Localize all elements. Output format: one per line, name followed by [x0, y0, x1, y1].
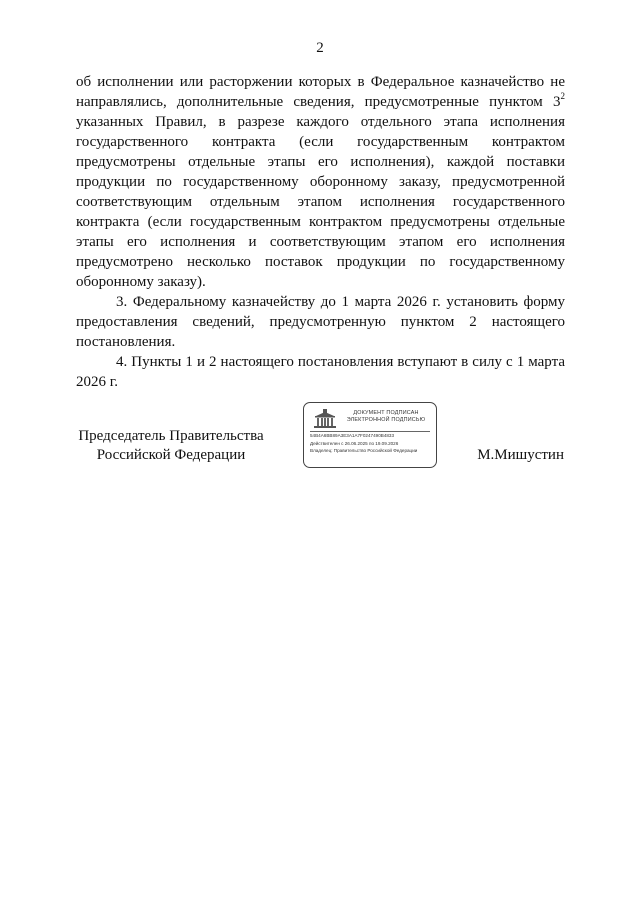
stamp-header-line: ЭЛЕКТРОННОЙ ПОДПИСЬЮ: [346, 417, 426, 423]
stamp-certificate: 54B4A6BB89A3E3A1A7F0247490B4833: [310, 433, 395, 438]
stamp-header-line: ДОКУМЕНТ ПОДПИСАН: [353, 410, 419, 416]
paragraph-item-4: 4. Пункты 1 и 2 настоящего постановления вступают в силу с 1 марта 2026 г.: [76, 354, 565, 390]
signer-name: М.Мишустин: [477, 447, 564, 463]
electronic-signature-stamp: [303, 402, 437, 468]
superscript: 2: [560, 91, 565, 101]
government-building-emblem-icon: [312, 408, 338, 430]
signer-title: [76, 427, 266, 465]
stamp-divider: [310, 431, 430, 432]
paragraph-text: об исполнении или расторжении которых в Федеральное казначейство не направлялись, дополнительные сведения, предусмотренные пунктом 3: [76, 74, 565, 110]
document-body: [76, 72, 565, 392]
stamp-owner: Владелец: Правительство Российской Федерации: [310, 448, 418, 453]
signature-block: [0, 402, 640, 472]
stamp-header: [340, 410, 432, 424]
signer-title-line: Председатель Правительства: [78, 428, 264, 444]
stamp-validity: Действителен с 26.06.2025 по 19.09.2026: [310, 441, 399, 446]
paragraph-continuation: [76, 72, 565, 292]
paragraph-text: указанных Правил, в разрезе каждого отдельного этапа исполнения государственного контракта (если государственным контрактом предусмотрены отдельные этапы его исполнения), каждой поставки продукции по государственному оборонному заказу, предусмотренной соответствующим отдельным этапом исполнения государственного контракта (если государственным контрактом предусмотрены отдельные этапы его исполнения и соответствующим этапом его исполнения предусмотрено несколько поставок продукции по государственному оборонному заказу).: [76, 114, 565, 290]
signer-title-line: Российской Федерации: [96, 447, 246, 463]
paragraph-item-3: 3. Федеральному казначейству до 1 марта 2026 г. установить форму предоставления сведений, предусмотренную пунктом 2 настоящего постановления.: [76, 294, 565, 350]
page-number: 2: [316, 40, 324, 56]
